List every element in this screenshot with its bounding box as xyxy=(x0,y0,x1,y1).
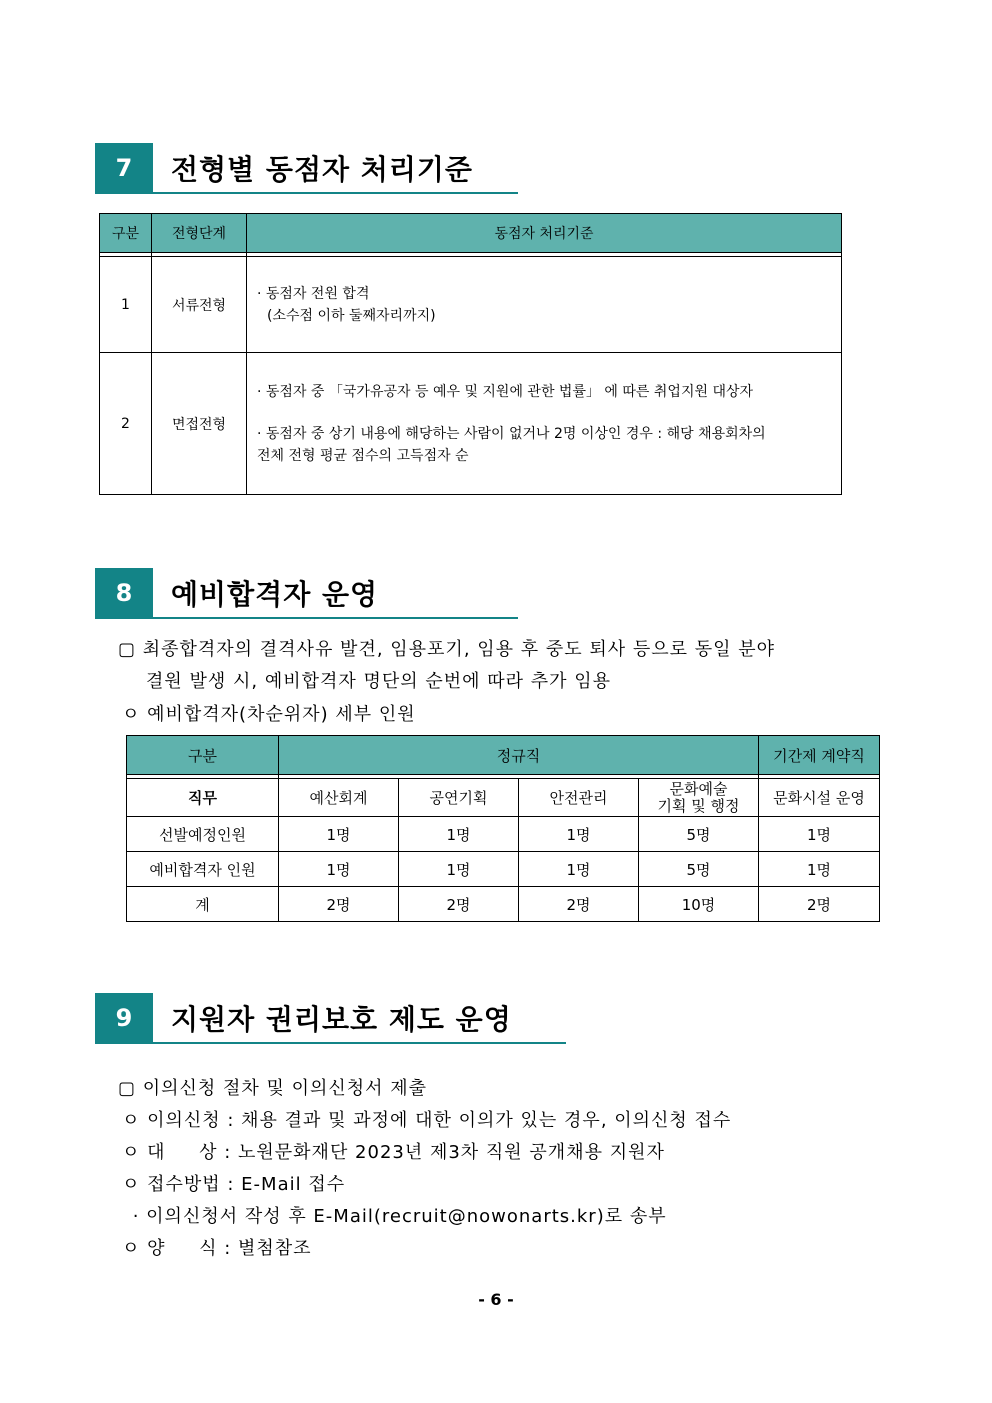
table-row xyxy=(100,257,842,353)
paragraph: ㅇ 대 상 : 노원문화재단 2023년 제3차 직원 공개채용 지원자 xyxy=(122,1142,665,1163)
job-cell: 예산회계 xyxy=(279,779,399,817)
col-header: 정규직 xyxy=(279,736,759,775)
value-cell: 2명 xyxy=(279,887,399,922)
col-header: 구분 xyxy=(127,736,279,775)
section-title: 전형별 동점자 처리기준 xyxy=(171,153,473,186)
value-cell: 1명 xyxy=(399,852,519,887)
section-title: 예비합격자 운영 xyxy=(171,578,379,611)
section-number: 8 xyxy=(95,568,153,618)
value-cell: 5명 xyxy=(639,817,759,852)
rule-cell xyxy=(247,257,842,353)
col-header: 기간제 계약직 xyxy=(759,736,880,775)
section-title: 지원자 권리보호 제도 운영 xyxy=(171,1003,512,1036)
rule-line: · 동점자 중 「국가유공자 등 예우 및 지원에 관한 법률」 에 따른 취업지원 대상자 xyxy=(257,383,754,400)
page-number: - 6 - xyxy=(478,1290,514,1309)
job-cell: 안전관리 xyxy=(519,779,639,817)
paragraph: ▢ 이의신청 절차 및 이의신청서 제출 xyxy=(118,1078,428,1099)
table-row xyxy=(100,353,842,495)
value-cell: 2명 xyxy=(759,887,880,922)
paragraph: ㅇ 예비합격자(차순위자) 세부 인원 xyxy=(122,704,416,725)
value-cell: 5명 xyxy=(639,852,759,887)
section-8-header xyxy=(95,568,378,618)
value-cell: 10명 xyxy=(639,887,759,922)
value-cell: 1명 xyxy=(759,817,880,852)
section-underline xyxy=(95,1042,566,1044)
value-cell: 1명 xyxy=(519,817,639,852)
col-header: 전형단계 xyxy=(152,214,247,253)
row-number: 2 xyxy=(100,353,152,495)
row-number: 1 xyxy=(100,257,152,353)
table-row xyxy=(127,817,880,852)
job-cell xyxy=(639,779,759,817)
paragraph: ㅇ 양 식 : 별첨참조 xyxy=(122,1238,312,1259)
value-cell: 2명 xyxy=(399,887,519,922)
section-7-header xyxy=(95,143,473,193)
paragraph: 결원 발생 시, 예비합격자 명단의 순번에 따라 추가 임용 xyxy=(146,671,612,692)
value-cell: 1명 xyxy=(519,852,639,887)
stage-cell: 면접전형 xyxy=(152,353,247,495)
job-cell: 공연기획 xyxy=(399,779,519,817)
paragraph: · 이의신청서 작성 후 E-Mail(recruit@nowonarts.kr)로 송부 xyxy=(126,1206,667,1227)
section-number: 9 xyxy=(95,993,153,1043)
rule-cell xyxy=(247,353,842,495)
value-cell: 1명 xyxy=(279,817,399,852)
table-row xyxy=(127,887,880,922)
row-label: 예비합격자 인원 xyxy=(127,852,279,887)
section-underline xyxy=(95,617,518,619)
value-cell: 1명 xyxy=(279,852,399,887)
rule-line: · 동점자 중 상기 내용에 해당하는 사람이 없거나 2명 이상인 경우 : 해당 채용회차의 xyxy=(257,425,766,442)
section-number: 7 xyxy=(95,143,153,193)
section-underline xyxy=(95,192,518,194)
section-9-header xyxy=(95,993,512,1043)
rule-line: (소수점 이하 둘째자리까지) xyxy=(267,307,436,324)
value-cell: 1명 xyxy=(759,852,880,887)
table-row xyxy=(127,852,880,887)
row-label: 선발예정인원 xyxy=(127,817,279,852)
paragraph: ㅇ 접수방법 : E-Mail 접수 xyxy=(122,1174,346,1195)
tie-rule-table xyxy=(99,213,842,495)
col-header: 구분 xyxy=(100,214,152,253)
reserve-table xyxy=(126,735,880,922)
job-cell: 문화시설 운영 xyxy=(759,779,880,817)
job-line: 문화예술 xyxy=(669,779,728,798)
job-line: 기획 및 행정 xyxy=(657,796,740,815)
row-label: 계 xyxy=(127,887,279,922)
row-label: 직무 xyxy=(127,779,279,817)
stage-cell: 서류전형 xyxy=(152,257,247,353)
rule-line: · 동점자 전원 합격 xyxy=(257,285,370,302)
value-cell: 2명 xyxy=(519,887,639,922)
paragraph: ㅇ 이의신청 : 채용 결과 및 과정에 대한 이의가 있는 경우, 이의신청 접수 xyxy=(122,1110,732,1131)
rule-line: 전체 전형 평균 점수의 고득점자 순 xyxy=(257,447,469,464)
col-header: 동점자 처리기준 xyxy=(247,214,842,253)
paragraph: ▢ 최종합격자의 결격사유 발견, 임용포기, 임용 후 중도 퇴사 등으로 동일 분야 xyxy=(118,639,776,660)
value-cell: 1명 xyxy=(399,817,519,852)
